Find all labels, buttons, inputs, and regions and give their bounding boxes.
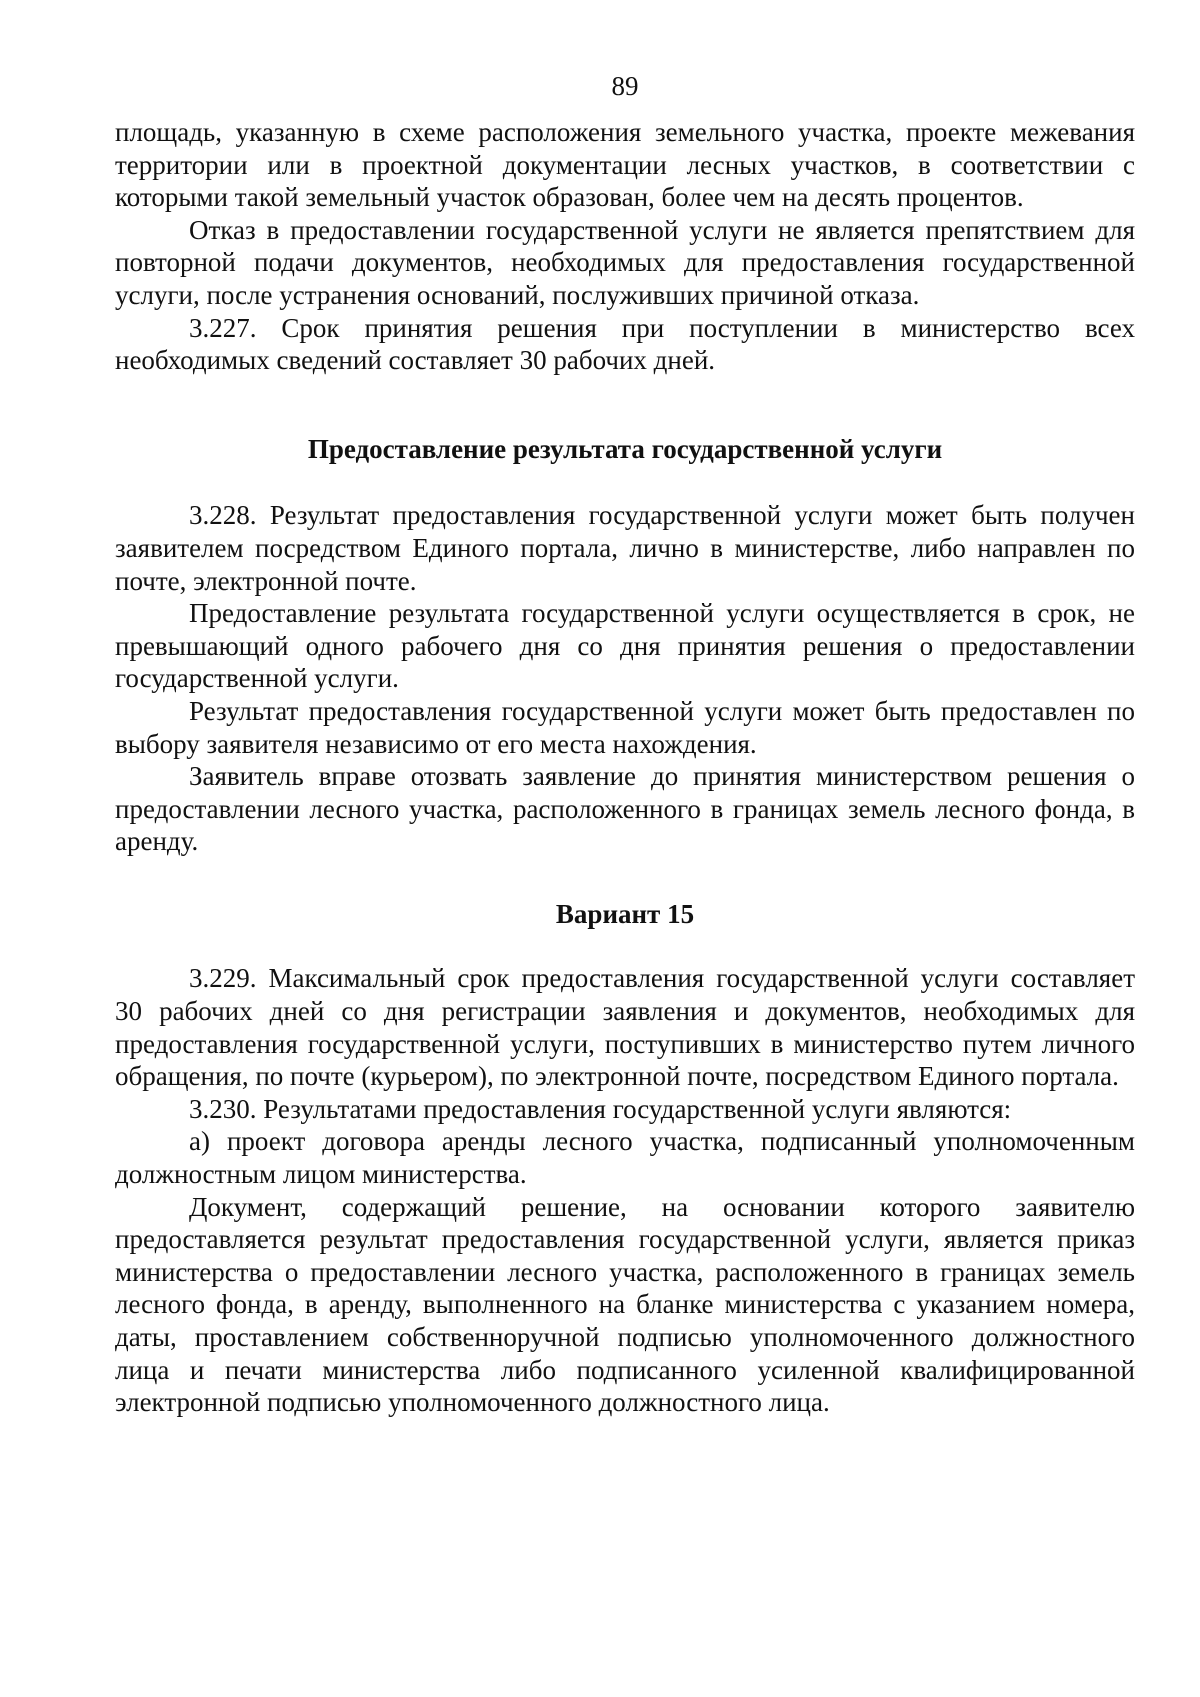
- page-number: 89: [611, 71, 639, 101]
- paragraph-3-227: 3.227. Срок принятия решения при поступлении в министерство всех необходимых сведений составляет 30 рабочих дней.: [115, 312, 1135, 376]
- section-heading-result: Предоставление результата государственной услуги: [307, 433, 943, 464]
- document-page: [115, 70, 1135, 1419]
- paragraph-continuation: площадь, указанную в схеме расположения земельного участка, проекте межевания территории или в проектной документации лесных участков, в соответствии с которыми такой земельный участок образован, более чем на десять процентов.: [115, 117, 1135, 213]
- paragraph-3-229: 3.229. Максимальный срок предоставления государственной услуги составляет 30 рабочих дней со дня регистрации заявления и документов, необходимых для предоставления государственной услуги, поступивших в министерство путем личного обращения, по почте (курьером), по электронной почте, посредством Единого портала.: [115, 963, 1135, 1092]
- paragraph-result-term: Предоставление результата государственной услуги осуществляется в срок, не превышающий одного рабочего дня со дня принятия решения о предоставлении государственной услуги.: [115, 598, 1135, 694]
- paragraph-document-decision: Документ, содержащий решение, на основании которого заявителю предоставляется результат предоставления государственной услуги, является приказ министерства о предоставлении лесного участка, расположенного в границах земель лесного фонда, в аренду, выполненного на бланке министерства с указанием номера, даты, проставлением собственноручной подписью уполномоченного должностного лица и печати министерства либо подписанного усиленной квалифицированной электронной подписью уполномоченного должностного лица.: [115, 1191, 1135, 1418]
- paragraph-3-230: 3.230. Результатами предоставления государственной услуги являются:: [189, 1093, 1012, 1124]
- paragraph-refusal-note: Отказ в предоставлении государственной услуги не является препятствием для повторной подачи документов, необходимых для предоставления государственной услуги, после устранения оснований, послуживших причиной отказа.: [115, 214, 1135, 310]
- paragraph-item-a: а) проект договора аренды лесного участка, подписанный уполномоченным должностным лицом министерства.: [115, 1126, 1135, 1190]
- paragraph-withdraw: Заявитель вправе отозвать заявление до принятия министерством решения о предоставлении лесного участка, расположенного в границах земель лесного фонда, в аренду.: [115, 761, 1135, 857]
- section-heading-variant-15: Вариант 15: [555, 898, 695, 929]
- paragraph-3-228: 3.228. Результат предоставления государственной услуги может быть получен заявителем посредством Единого портала, лично в министерстве, либо направлен по почте, электронной почте.: [115, 500, 1135, 596]
- paragraph-result-choice: Результат предоставления государственной услуги может быть предоставлен по выбору заявителя независимо от его места нахождения.: [115, 695, 1135, 759]
